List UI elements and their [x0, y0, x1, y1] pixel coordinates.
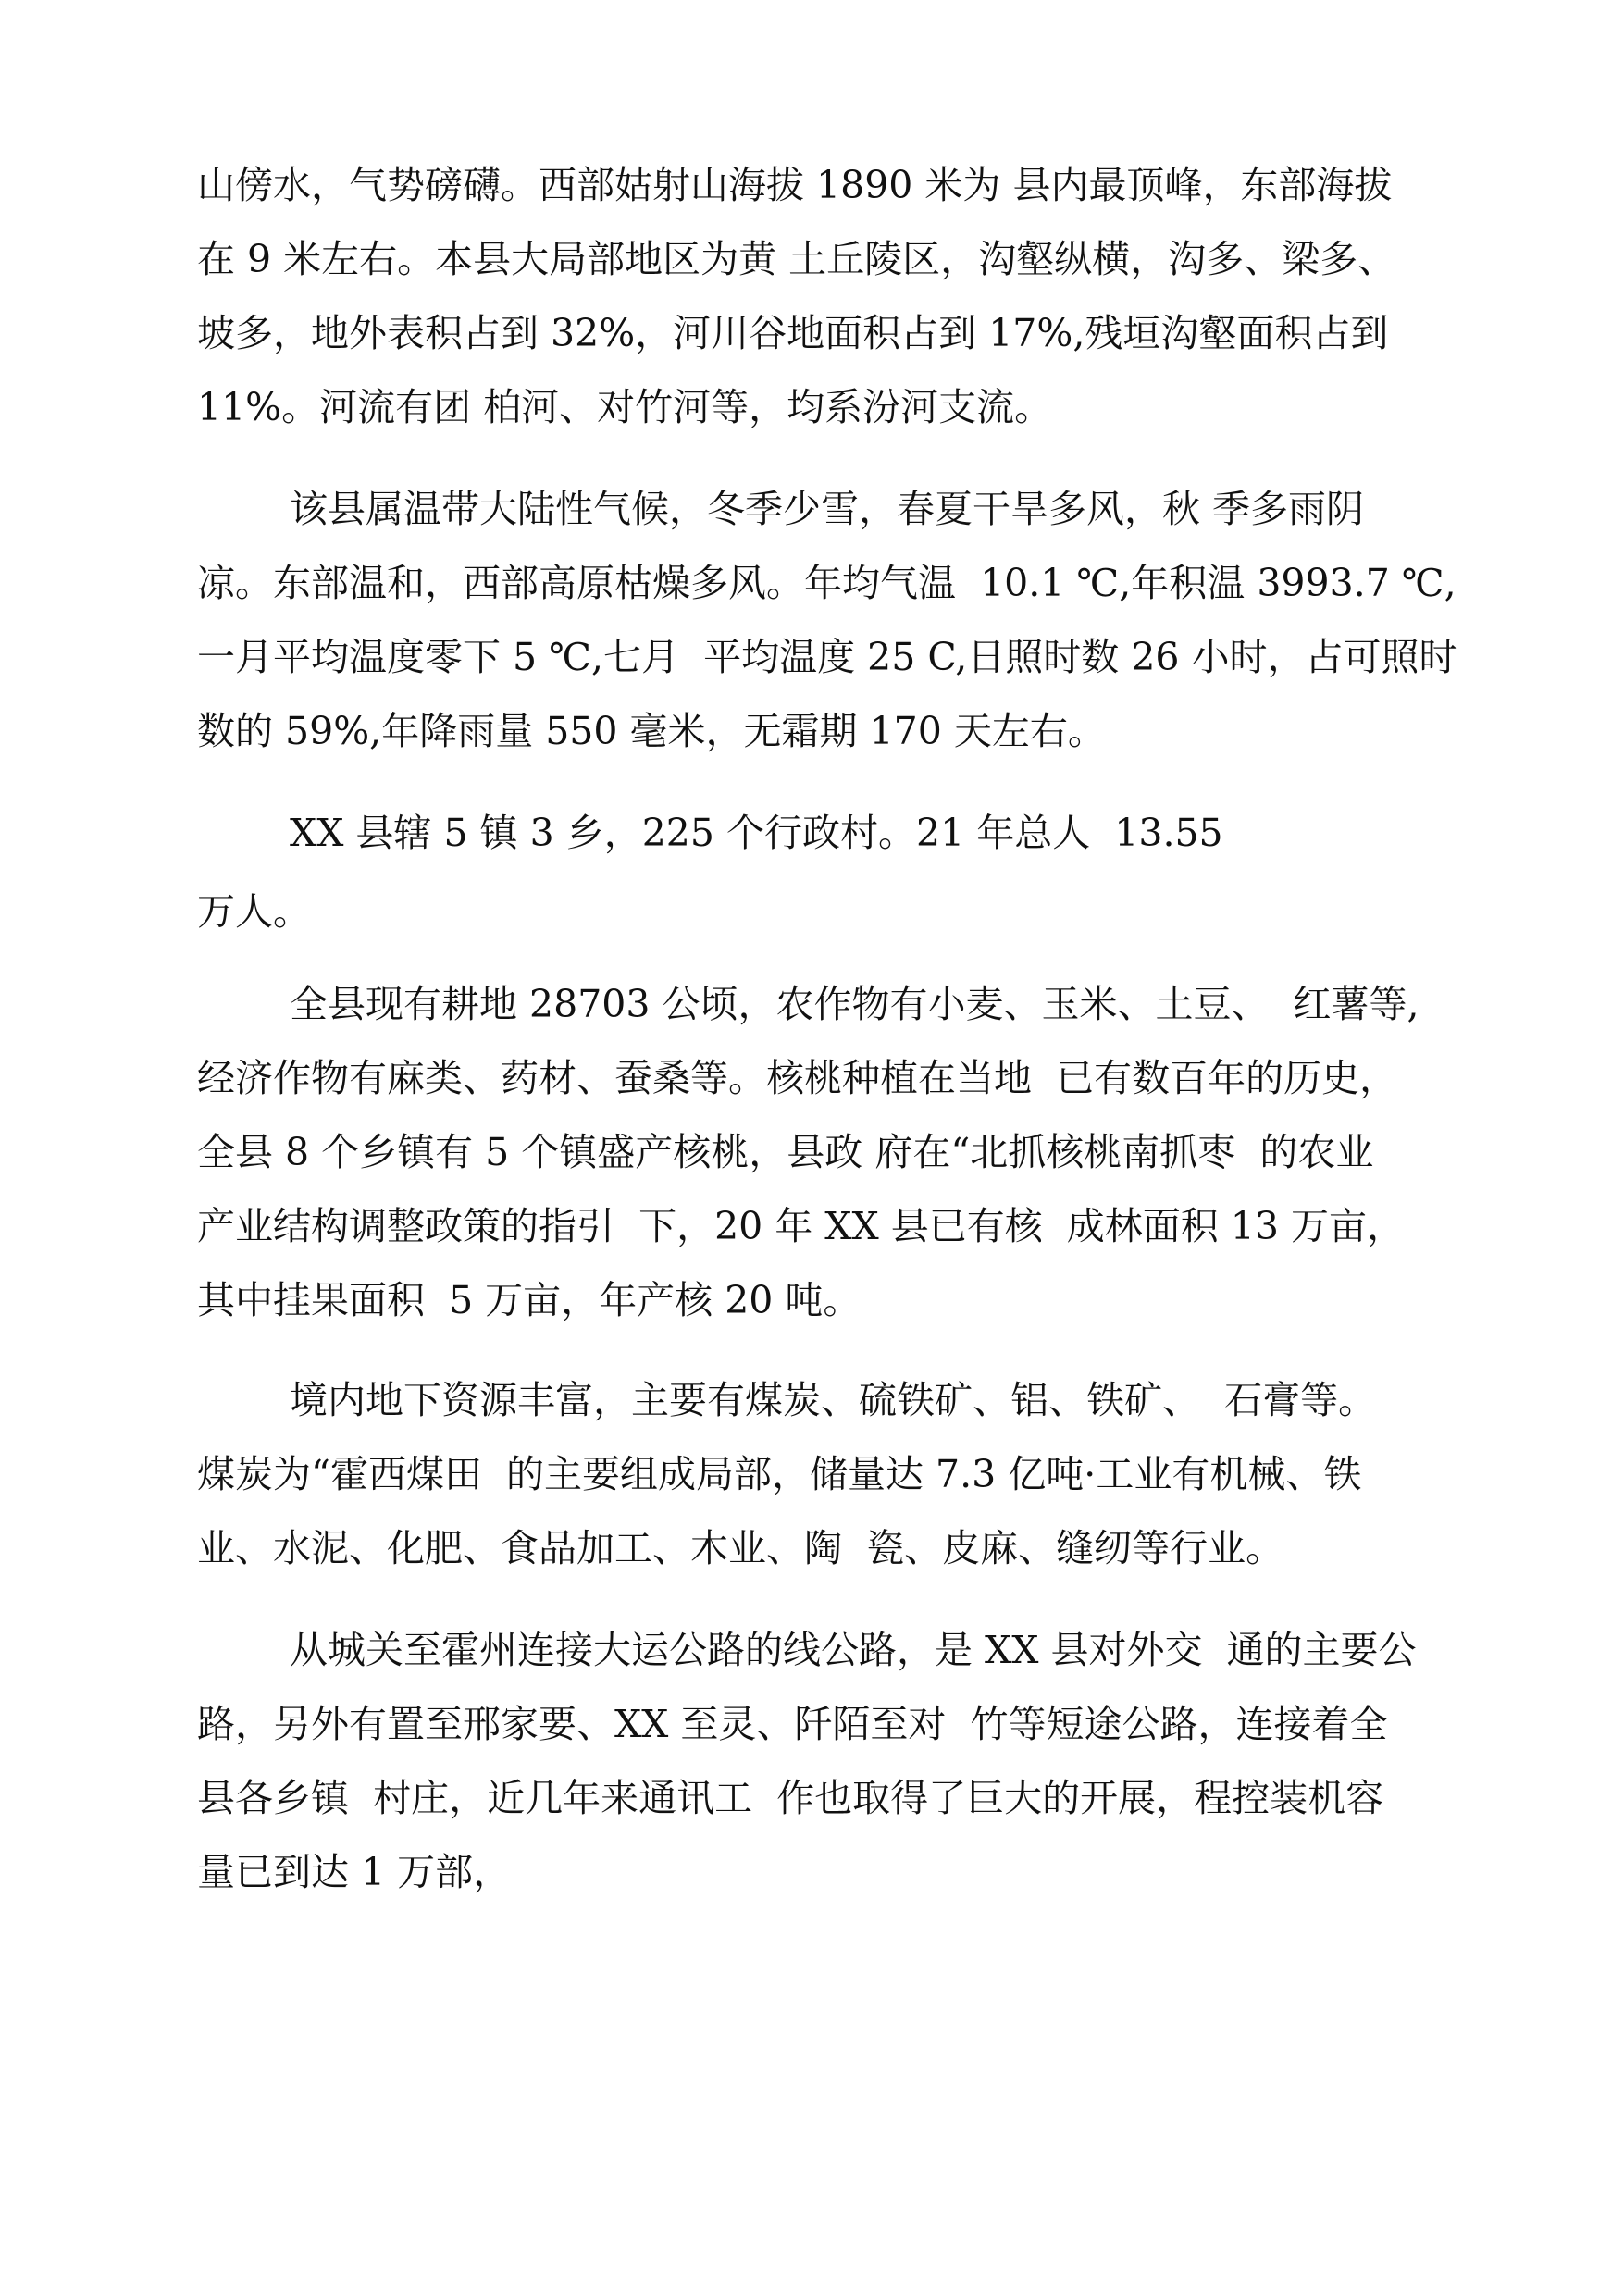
text-line: 凉。东部温和，西部高原枯燥多风。年均气温 10.1 ℃,年积温 3993.7 ℃,: [197, 561, 1457, 605]
text-line: 产业结构调整政策的指引 下，20 年 XX 县已有核 成林面积 13 万亩，: [197, 1204, 1406, 1248]
text-line: 路，另外有置至邢家要、XX 至灵、阡陌至对 竹等短途公路，连接着全: [197, 1702, 1388, 1746]
text-line: 业、水泥、化肥、食品加工、木业、陶 瓷、皮麻、缝纫等行业。: [197, 1526, 1284, 1570]
text-line: 该县属温带大陆性气候，冬季少雪，春夏干旱多风，秋 季多雨阴: [290, 487, 1365, 531]
text-line: 县各乡镇 村庄，近几年来通讯工 作也取得了巨大的开展，程控装机容: [197, 1776, 1384, 1820]
text-line: 从城关至霍州连接大运公路的线公路，是 XX 县对外交 通的主要公: [290, 1628, 1417, 1672]
text-line: 全县现有耕地 28703 公顷，农作物有小麦、玉米、土豆、 红薯等,: [290, 982, 1419, 1026]
text-line: 经济作物有麻类、药材、蚕桑等。核桃种植在当地 已有数百年的历史，: [197, 1056, 1398, 1100]
text-line: 其中挂果面积 5 万亩，年产核 20 吨。: [197, 1278, 862, 1322]
text-line: 在 9 米左右。本县大局部地区为黄 土丘陵区，沟壑纵横，沟多、梁多、: [197, 237, 1396, 281]
text-line: 11%。河流有团 柏河、对竹河等，均系汾河支流。: [197, 385, 1053, 429]
text-line: 境内地下资源丰富，主要有煤炭、硫铁矿、铝、铁矿、 石膏等。: [290, 1378, 1377, 1422]
text-line: 一月平均温度零下 5 ℃,七月 平均温度 25 C,日照时数 26 小时，占可照时: [197, 635, 1457, 679]
text-line: 全县 8 个乡镇有 5 个镇盛产核桃，县政 府在“北抓核桃南抓枣 的农业: [197, 1130, 1374, 1174]
text-line: 万人。: [197, 889, 311, 934]
text-line: 数的 59%,年降雨量 550 毫米，无霜期 170 天左右。: [197, 709, 1106, 753]
text-line: 坡多，地外表积占到 32%，河川谷地面积占到 17%,残垣沟壑面积占到: [197, 311, 1389, 355]
text-line: 煤炭为“霍西煤田 的主要组成局部，储量达 7.3 亿吨·工业有机械、铁: [197, 1452, 1362, 1496]
text-line: 量已到达 1 万部，: [197, 1850, 512, 1894]
text-line: 山傍水，气势磅礴。西部姑射山海拔 1890 米为 县内最顶峰，东部海拔: [197, 163, 1393, 207]
text-line: XX 县辖 5 镇 3 乡，225 个行政村。21 年总人 13.55: [290, 811, 1223, 855]
